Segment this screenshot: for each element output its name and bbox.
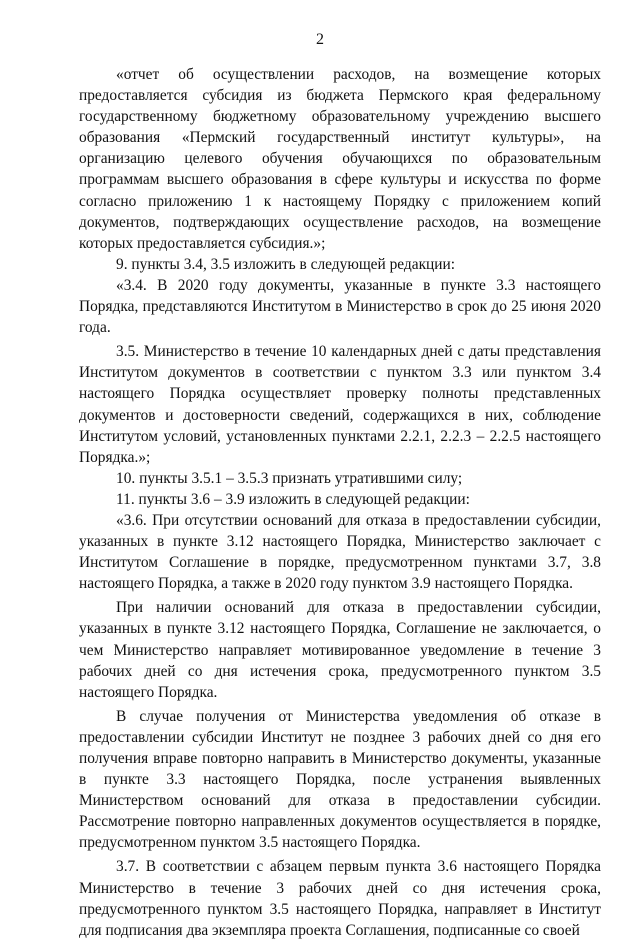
paragraph-3-6: «3.6. При отсутствии оснований для отказа в предоставлении субсидии, указанных в пункте 3.12 настоящего Порядка, Министерство заключает с Институтом Соглашение в порядке, предусмотренном пунктами 3.7, 3.8 настоящего Порядка, а также в 2020 году пунктом 3.9 настоящего Порядка. <box>79 511 601 593</box>
paragraph-resubmission: В случае получения от Министерства уведомления об отказе в предоставлении субсидии Институт не позднее 3 рабочих дней со дня его получения вправе повторно направить в Министерство документы, указанные в пункте 3.3 настоящего Порядка, после устранения выявленных Министерством оснований для отказа в предоставлении субсидии. Рассмотрение повторно направленных документов осуществляется в порядке, предусмотренном пунктом 3.5 настоящего Порядка. <box>79 707 601 852</box>
document-body <box>79 64 601 941</box>
paragraph-item-9: 9. пункты 3.4, 3.5 изложить в следующей редакции: <box>116 255 456 273</box>
paragraph-3-4: «3.4. В 2020 году документы, указанные в пункте 3.3 настоящего Порядка, представляются Институтом в Министерство в срок до 25 июня 2020 года. <box>79 276 601 337</box>
paragraph-item-10: 10. пункты 3.5.1 – 3.5.3 признать утратившими силу; <box>116 469 463 487</box>
paragraph-item-11: 11. пункты 3.6 – 3.9 изложить в следующей редакции: <box>116 490 470 508</box>
page-number: 2 <box>316 31 324 48</box>
paragraph-report-clause: «отчет об осуществлении расходов, на возмещение которых предоставляется субсидия из бюджета Пермского края федеральному государственному бюджетному образовательному учреждению высшего образования «Пермский государственный институт культуры», на организацию целевого обучения обучающихся по образовательным программам высшего образования в сфере культуры и искусства по форме согласно приложению 1 к настоящему Порядку с приложением копий документов, подтверждающих осуществление расходов, на возмещение которых предоставляется субсидия.»; <box>79 66 601 252</box>
paragraph-3-7: 3.7. В соответствии с абзацем первым пункта 3.6 настоящего Порядка Министерство в течение 3 рабочих дней со дня истечения срока, предусмотренного пунктом 3.5 настоящего Порядка, направляет в Институт для подписания два экземпляра проекта Соглашения, подписанные со своей <box>79 858 601 939</box>
paragraph-3-5: 3.5. Министерство в течение 10 календарных дней с даты представления Институтом документов в соответствии с пунктом 3.3 или пунктом 3.4 настоящего Порядка осуществляет проверку полноты представленных документов и достоверности сведений, содержащихся в них, соблюдение Институтом условий, установленных пунктами 2.2.1, 2.2.3 – 2.2.5 настоящего Порядка.»; <box>79 343 601 466</box>
paragraph-refusal-grounds: При наличии оснований для отказа в предоставлении субсидии, указанных в пункте 3.12 настоящего Порядка, Соглашение не заключается, о чем Министерство направляет мотивированное уведомление в течение 3 рабочих дней со дня истечения срока, предусмотренного пунктом 3.5 настоящего Порядка. <box>79 599 601 701</box>
